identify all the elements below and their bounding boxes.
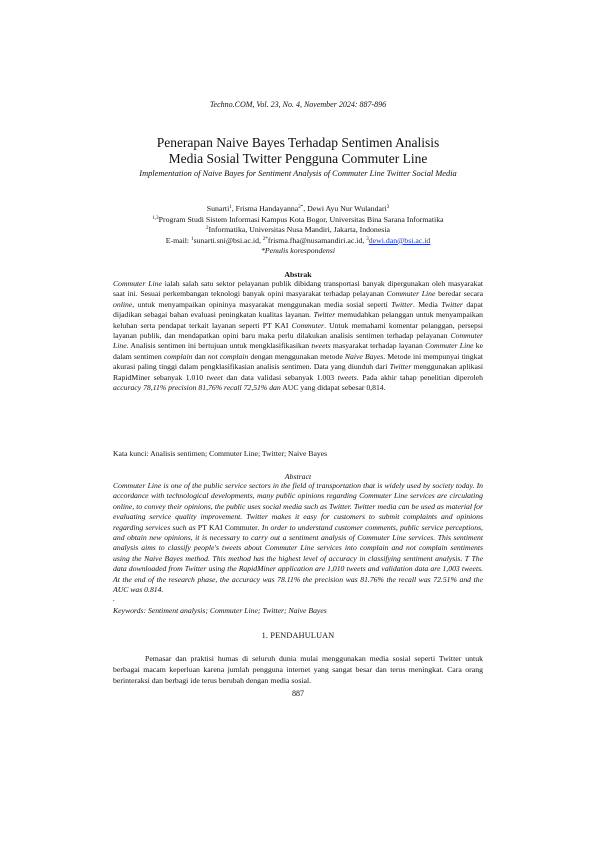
body-paragraph: Pemasar dan praktisi humas di seluruh dunia mulai menggunakan media sosial seperti Twitter untuk berbagai macam keperluan karena jumlah pengguna internet yang sangat besar dan terus meningkat. Cara orang berinteraksi dan berbagi ide terus berubah dengan media sosial. xyxy=(113,654,483,686)
body-section xyxy=(113,653,483,687)
page-number: 887 xyxy=(292,689,304,698)
paper-title xyxy=(113,135,483,167)
abstrak-text: Commuter Line ialah salah satu sektor pelayanan publik dibidang transportasi banyak dipergunakan oleh masyarakat saat ini. Sesuai perkembangan teknologi banyak opini masyarakat terhadap pelayanan Commuter Line beredar secara online, untuk menyampaikan opininya masyarakat menggunakan media sosial seperti Twitter. Media Twitter dapat dijadikan sebagai bahan evaluasi peningkatan kualitas layanan. Twitter memudahkan pelanggan untuk menyampaikan keluhan serta pendapat terkait layanan seperti PT KAI Commuter. Untuk memahami komentar pelanggan, persepsi layanan publik, dan mendapatkan opini baru maka perlu dilakukan analisis sentimen terhadap pelayanan Commuter Line. Analisis sentimen ini bertujuan untuk mengklasifikasikan tweets masyarakat terhadap layanan Commuter Line ke dalam sentimen complain dan not complain dengan menggunakan metode Naive Bayes. Metode ini mempunyai tingkat akurasi paling tinggi dalam pengklasifikasian analisis sentimen. Data yang diunduh dari Twitter menggunakan aplikasi RapidMiner sebanyak 1.010 tweet dan data validasi sebanyak 1.003 tweets. Pada akhir tahap penelitian diperoleh accuracy 78,11% precision 81,76% recall 72,51% dan AUC yang didapat sebesar 0,814. xyxy=(113,279,484,393)
keywords-en: Keywords: Sentiment analysis; Commuter Line; Twitter; Naive Bayes xyxy=(113,606,327,615)
author-names: Sunarti$^1$, Frisma Handayanna$^{2*}$, Dewi Ayu Nur Wulandari$^3$ xyxy=(206,204,390,213)
email-line: E-mail: $^1$sunarti.sni@bsi.ac.id, $^{2*}$frisma.fha@nusamandiri.ac.id, $^3$dewi.dan@bsi.ac.id xyxy=(165,235,431,245)
abstrak-section xyxy=(113,270,483,393)
kata-kunci: Kata kunci: Analisis sentimen; Commuter Line; Twitter; Naive Bayes xyxy=(113,449,328,458)
affiliation-2: $^2$Informatika, Universitas Nusa Mandiri, Jakarta, Indonesia xyxy=(206,225,390,235)
title-line-2: Media Sosial Twitter Pengguna Commuter Line xyxy=(168,151,428,166)
email-link[interactable]: dewi.dan@bsi.ac.id xyxy=(368,235,431,245)
english-title: Implementation of Naive Bayes for Sentiment Analysis of Commuter Line Twitter Social Media xyxy=(139,169,457,178)
affiliation-1: $^{1,3}$Program Studi Sistem Informasi Kampus Kota Bogor, Universitas Bina Sarana Informatika xyxy=(152,214,444,224)
title-line-1: Penerapan Naive Bayes Terhadap Sentimen Analisis xyxy=(156,135,440,150)
section-heading: 1. PENDAHULUAN xyxy=(261,631,335,640)
journal-header: Techno.COM, Vol. 23, No. 4, November 2024: 887-896 xyxy=(209,100,387,109)
abstract-en-heading: Abstract xyxy=(284,472,312,481)
abstrak-heading: Abstrak xyxy=(284,270,312,279)
abstract-en-section xyxy=(113,472,483,603)
abstract-en-text: Commuter Line is one of the public service sectors in the field of transportation that is widely used by society today. In accordance with technological developments, many public opinions regarding Commuter Line services are circulating online, to convey their opinions, the public uses social media such as Twitter. Twitter media can be used as material for evaluating service quality improvement. Twitter makes it easy for customers to submit complaints and opinions regarding services such as PT KAI Commuter. In order to understand customer comments, public service perceptions, and obtain new opinions, it is necessary to carry out a sentiment analysis of Commuter Line services. This sentiment analysis aims to classify people's tweets about Commuter Line services into complain and not complain sentiments using the Naive Bayes method. This method has the highest level of accuracy in classifying sentiment analysis. T The data downloaded from Twitter using the RapidMiner application are 1,010 tweets and validation data are 1,003 tweets. At the end of the research phase, the accuracy was 78.11% the precision was 81.76% the recall was 72.51% and the AUC was 0.814. xyxy=(113,481,483,595)
corresponding-note: *Penulis korespondensi xyxy=(261,246,335,256)
author-block xyxy=(113,204,483,257)
abstract-en-dot: . xyxy=(113,594,115,604)
